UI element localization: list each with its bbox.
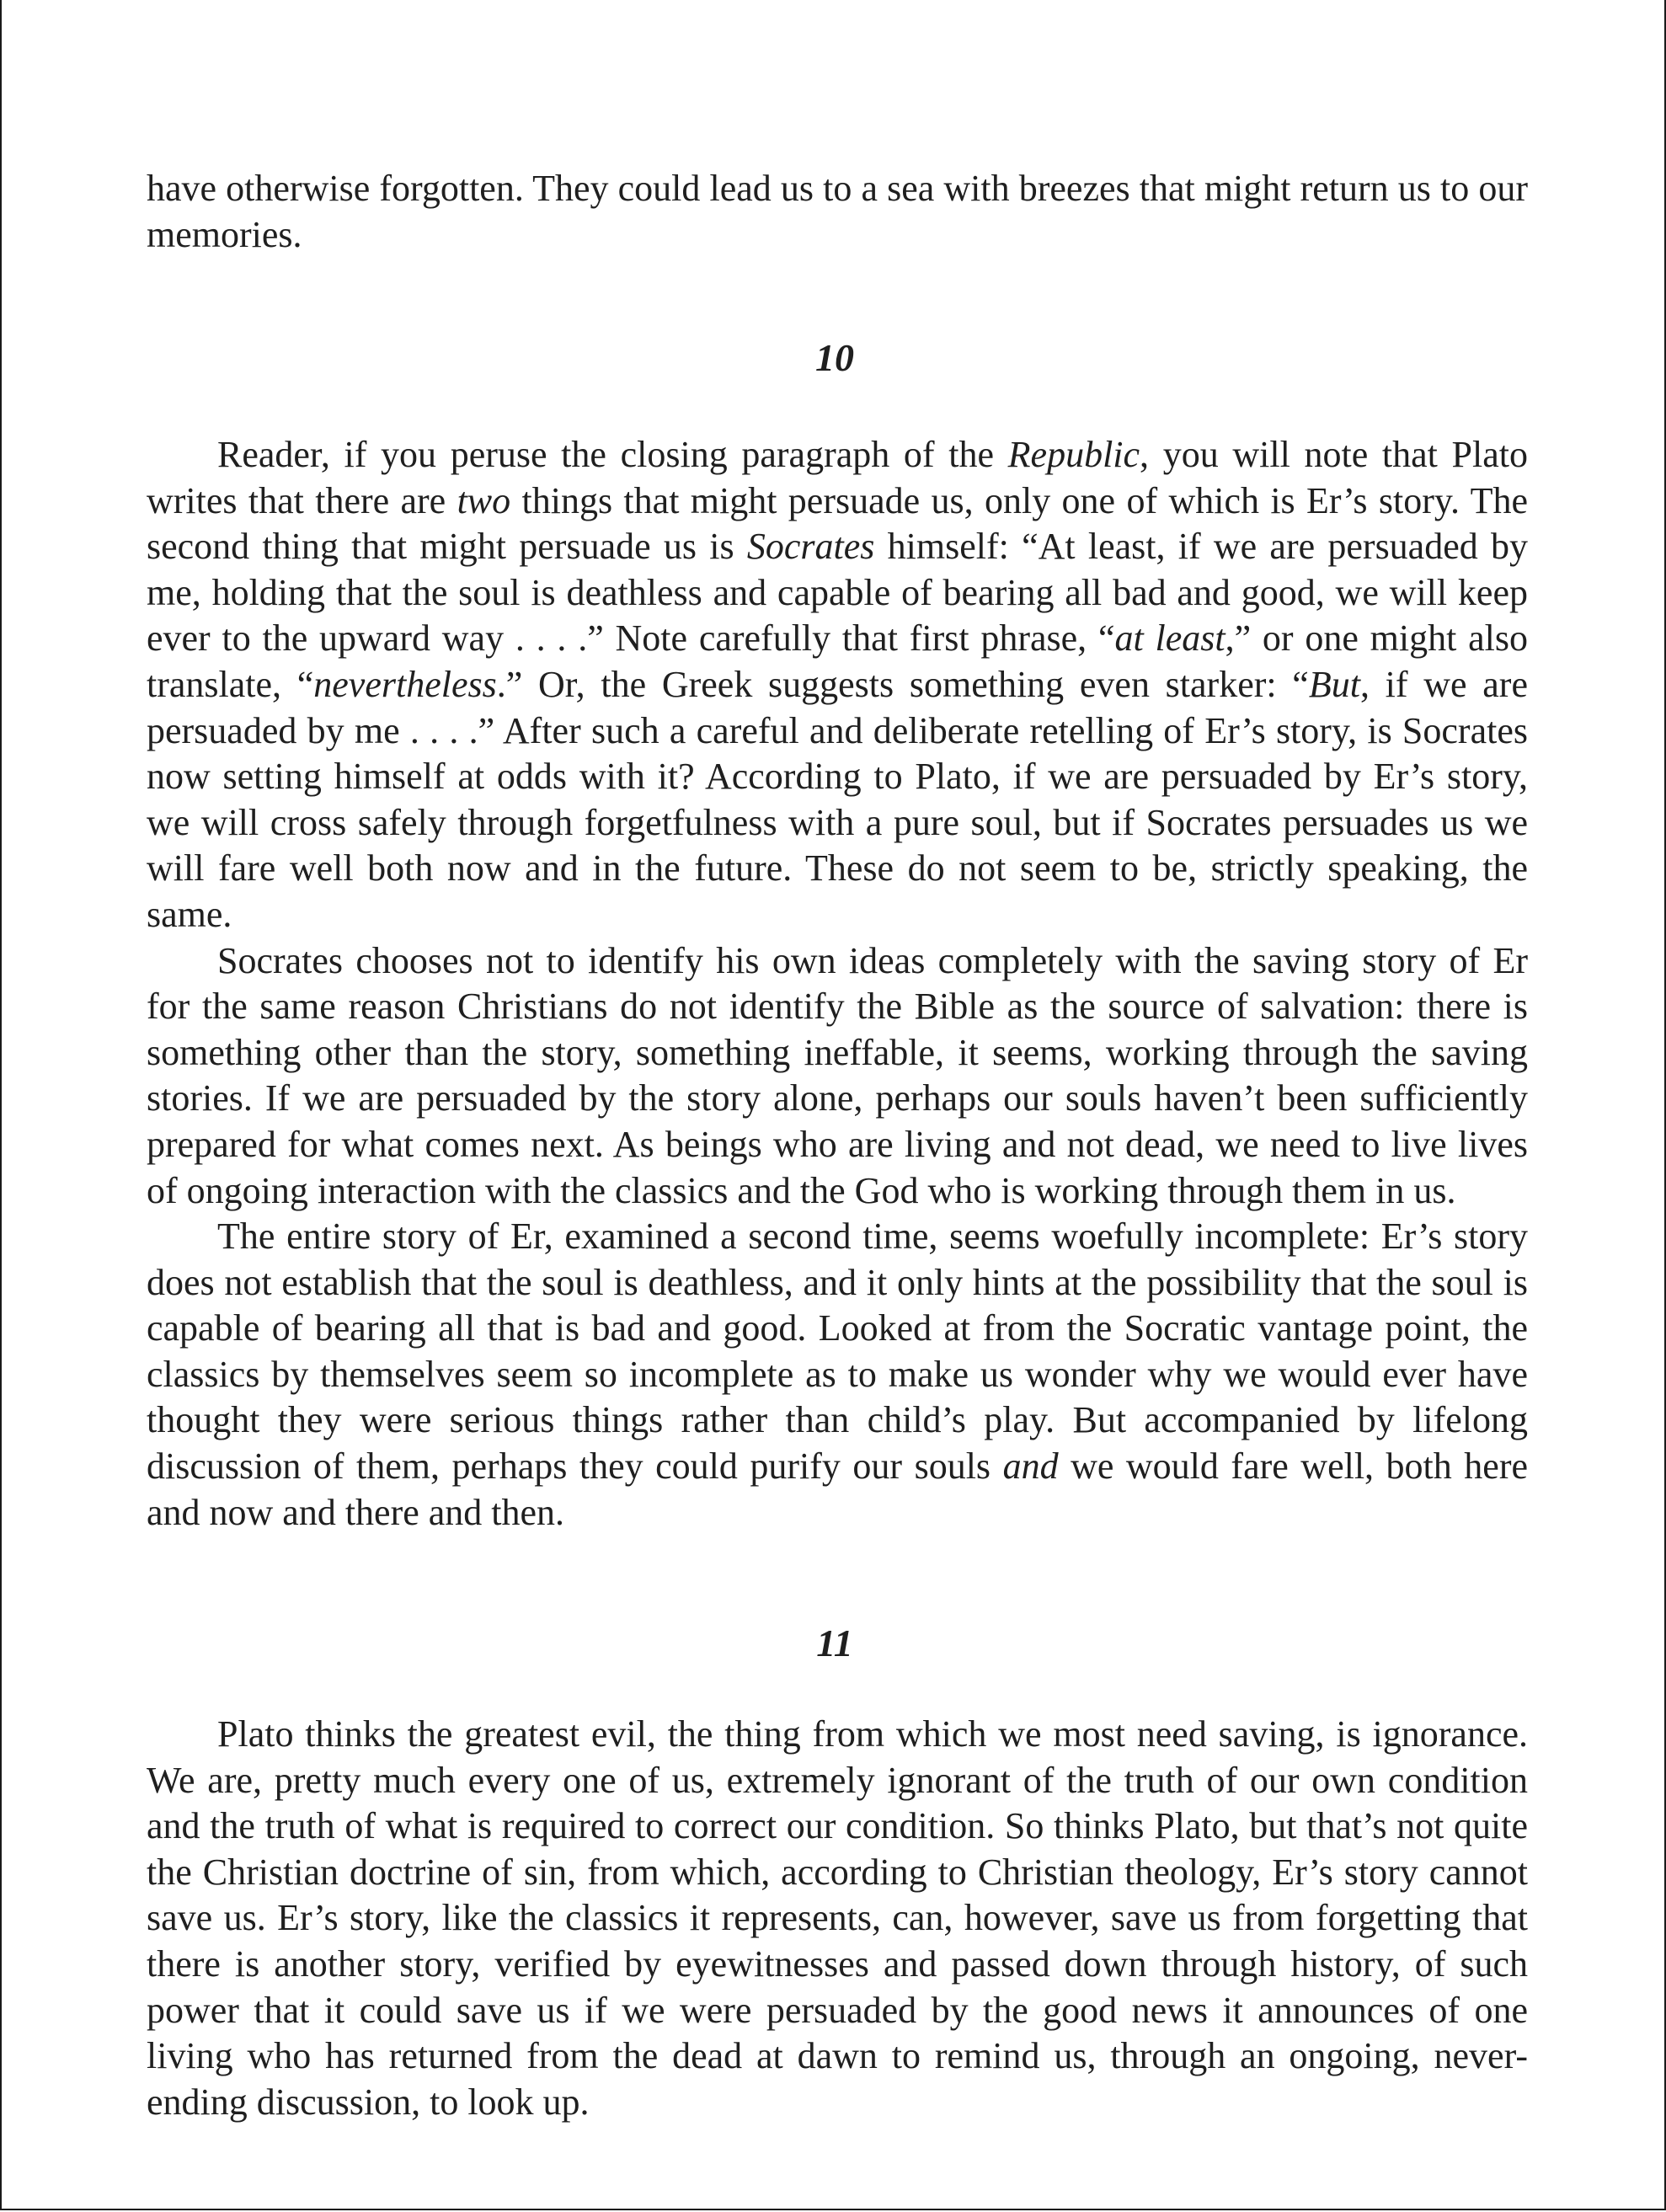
section-10-paragraph-1: Reader, if you peruse the closing paragraph of the Republic, you will note that Plato writes that there are two things that might persuade us, only one of which is Er’s story. The second thing that might persuade us is Socrates himself: “At least, if we are persuaded by me, holding that the soul is deathless and capable of bearing all bad and good, we will keep ever to the upward way . . . .” Note carefully that first phrase, “at least,” or one might also translate, “nevertheless.” Or, the Greek suggests something even starker: “But, if we are persuaded by me . . . .” After such a careful and deliberate retelling of Er’s story, is Socrates now setting himself at odds with it? According to Plato, if we are persuaded by Er’s story, we will cross safely through forgetfulness with a pure soul, but if Socrates persuades us we will fare well both now and in the future. These do not seem to be, strictly speaking, the same. (147, 434, 1529, 935)
section-number-11: 11 (816, 1622, 853, 1664)
section-number-10: 10 (815, 336, 854, 379)
section-11-body (147, 1712, 1528, 2125)
section-11-paragraph-1: Plato thinks the greatest evil, the thing from which we most need saving, is ignorance. We are, pretty much every one of us, extremely ignorant of the truth of our own condition and the truth of what is required to correct our condition. So thinks Plato, but that’s not quite the Christian doctrine of sin, from which, according to Christian theology, Er’s story cannot save us. Er’s story, like the classics it represents, can, however, save us from forgetting that there is another story, verified by eyewitnesses and passed down through history, of such power that it could save us if we were persuaded by the good news it announces of one living who has returned from the dead at dawn to remind us, through an ongoing, never-ending discussion, to look up. (147, 1713, 1528, 2123)
section-10-paragraph-2: Socrates chooses not to identify his own ideas completely with the saving story of Er for the same reason Christians do not identify the Bible as the source of salvation: there is something other than the story, something ineffable, it seems, working through the saving stories. If we are persuaded by the story alone, perhaps our souls haven’t been sufficiently prepared for what comes next. As beings who are living and not dead, we need to live lives of ongoing interaction with the classics and the God who is working through them in us. (147, 939, 1528, 1211)
section-10-body (147, 432, 1528, 1536)
intro-text (147, 166, 1528, 258)
intro-paragraph: have otherwise forgotten. They could lead us to a sea with breezes that might return us to our memories. (147, 168, 1528, 255)
section-10-paragraph-3: The entire story of Er, examined a second time, seems woefully incomplete: Er’s story does not establish that the soul is deathless, and it only hints at the possibility that the soul is capable of bearing all that is bad and good. Looked at from the Socratic vantage point, the classics by themselves seem so incomplete as to make us wonder why we would ever have thought they were serious things rather than child’s play. But accompanied by lifelong discussion of them, perhaps they could purify our souls and we would fare well, both here and now and there and then. (147, 1216, 1528, 1533)
